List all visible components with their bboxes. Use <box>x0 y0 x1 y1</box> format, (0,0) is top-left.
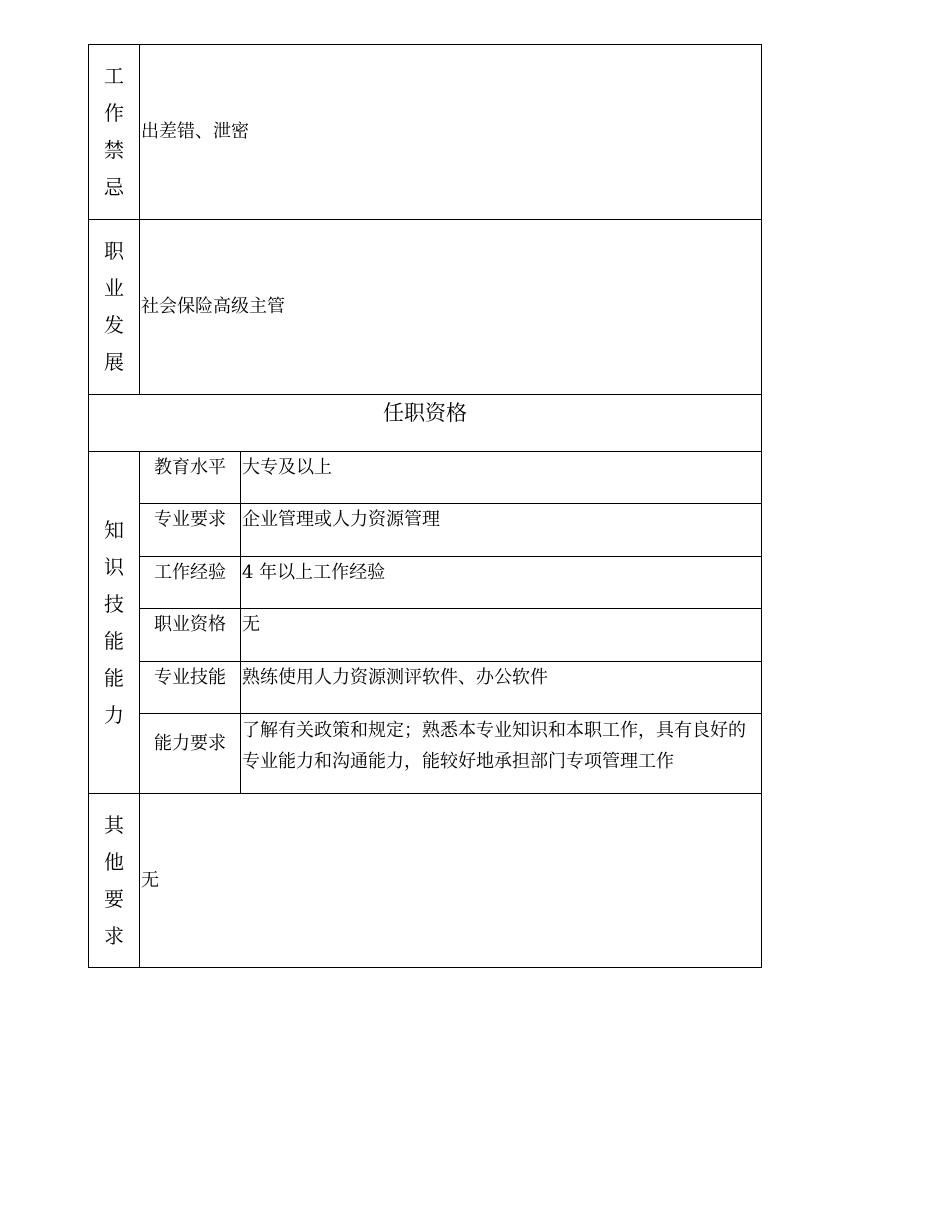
skills-label: 专业技能 <box>140 662 241 714</box>
certification-value: 无 <box>241 609 762 662</box>
skills-value: 熟练使用人力资源测评软件、办公软件 <box>241 662 762 714</box>
other-label-text: 其他要求 <box>104 812 124 948</box>
experience-value: 4 年以上工作经验 <box>241 557 762 609</box>
taboo-value: 出差错、泄密 <box>140 45 762 220</box>
education-label: 教育水平 <box>140 452 241 504</box>
knowledge-row-0 <box>89 452 762 504</box>
major-value: 企业管理或人力资源管理 <box>241 504 762 557</box>
certification-label: 职业资格 <box>140 609 241 662</box>
qualifications-header: 任职资格 <box>89 395 762 452</box>
qualifications-header-row <box>89 395 762 452</box>
education-value: 大专及以上 <box>241 452 762 504</box>
knowledge-row-2 <box>89 557 762 609</box>
major-label: 专业要求 <box>140 504 241 557</box>
taboo-label-text: 工作禁忌 <box>104 64 124 199</box>
ability-label: 能力要求 <box>140 714 241 794</box>
experience-label: 工作经验 <box>140 557 241 609</box>
career-row <box>89 220 762 395</box>
other-value: 无 <box>140 794 762 968</box>
knowledge-row-5 <box>89 714 762 794</box>
other-label <box>89 794 140 968</box>
knowledge-row-3 <box>89 609 762 662</box>
knowledge-row-4 <box>89 662 762 714</box>
taboo-label <box>89 45 140 220</box>
taboo-row <box>89 45 762 220</box>
knowledge-row-1 <box>89 504 762 557</box>
job-description-table <box>88 44 762 968</box>
knowledge-label-text: 知识技能能力 <box>104 517 124 727</box>
career-label-text: 职业发展 <box>104 239 124 374</box>
knowledge-label <box>89 452 140 794</box>
ability-value: 了解有关政策和规定；熟悉本专业知识和本职工作，具有良好的专业能力和沟通能力，能较好地承担部门专项管理工作 <box>241 714 762 794</box>
other-row <box>89 794 762 968</box>
career-value: 社会保险高级主管 <box>140 220 762 395</box>
career-label <box>89 220 140 395</box>
